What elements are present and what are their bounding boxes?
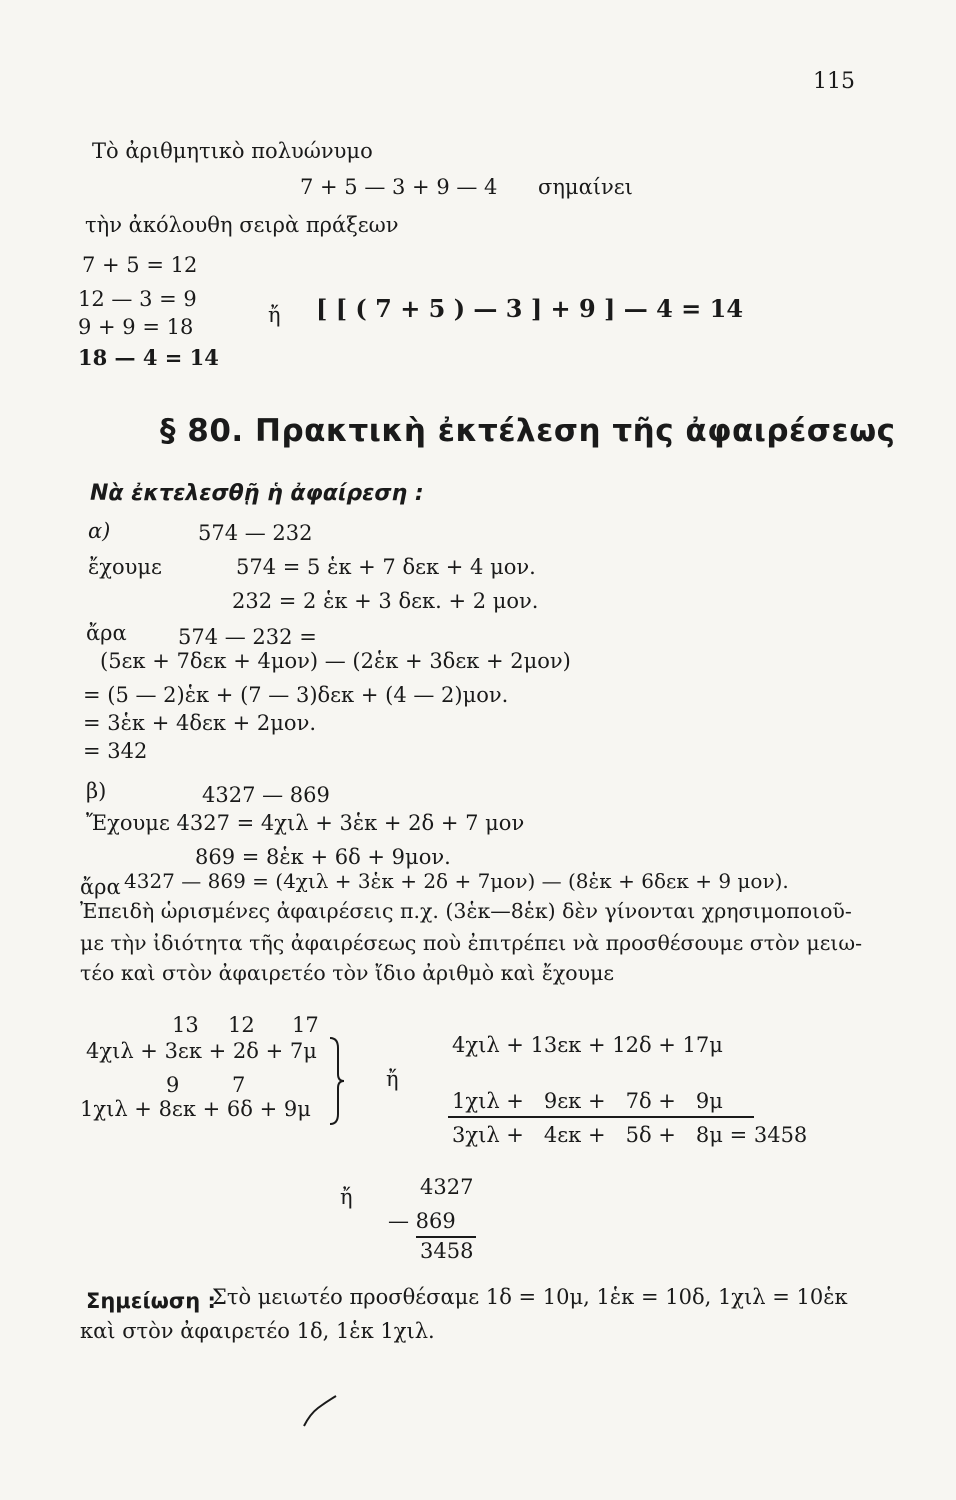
right-brace-icon (326, 1036, 346, 1126)
carry-12: 12 (228, 1013, 255, 1037)
carry-17: 17 (292, 1013, 319, 1037)
polynomial-means: σημαίνει (538, 175, 633, 199)
part-a-line-6: = 3ἑκ + 4δεκ + 2μον. (83, 711, 317, 735)
note-text-2: καὶ στὸν ἀφαιρετέο 1δ, 1ἑκ 1χιλ. (80, 1319, 435, 1343)
part-b-line-1: Ἔχουμε 4327 = 4χιλ + 3ἑκ + 2δ + 7 μον (86, 811, 525, 835)
polynomial-expression: 7 + 5 — 3 + 9 — 4 (300, 175, 498, 199)
note-label: Σημείωση : (86, 1289, 216, 1313)
part-a-therefore: ἄρα (86, 621, 127, 645)
vertical-or: ἤ (340, 1185, 353, 1209)
regroup-result-row-2: 1χιλ + 9εκ + 7δ + 9μ (452, 1089, 723, 1113)
subtraction-rule (448, 1116, 754, 1118)
order-text: τὴν ἀκόλουθη σειρὰ πράξεων (85, 213, 399, 237)
vertical-middle: — 869 (388, 1209, 456, 1233)
part-b-line-2: 869 = 8ἑκ + 6δ + 9μον. (195, 845, 451, 869)
part-b-line-5: με τὴν ἰδιότητα τῆς ἀφαιρέσεως ποὺ ἐπιτρέπει νὰ προσθέσουμε στὸν μειω- (80, 931, 862, 955)
part-a-line-7: = 342 (83, 739, 148, 763)
regroup-or: ἤ (386, 1067, 399, 1091)
carry-7: 7 (232, 1073, 246, 1097)
regroup-result-row-3: 3χιλ + 4εκ + 5δ + 8μ = 3458 (452, 1123, 808, 1147)
part-b-line-3: 4327 — 869 = (4χιλ + 3ἑκ + 2δ + 7μον) — (8ἑκ + 6δεκ + 9 μον). (124, 869, 789, 893)
regroup-row-2: 1χιλ + 8εκ + 6δ + 9μ (80, 1097, 311, 1121)
carry-13: 13 (172, 1013, 199, 1037)
page-number: 115 (813, 69, 855, 94)
regroup-result-row-1: 4χιλ + 13εκ + 12δ + 17μ (452, 1033, 723, 1057)
vertical-rule (416, 1236, 476, 1238)
part-a-label: α) (88, 519, 111, 543)
part-a-we-have: ἔχουμε (88, 555, 162, 579)
part-a-line-2: 232 = 2 ἑκ + 3 δεκ. + 2 μον. (232, 589, 539, 613)
part-b-label: β) (86, 779, 107, 803)
step-4: 18 — 4 = 14 (78, 345, 219, 370)
part-a-problem: 574 — 232 (198, 521, 313, 545)
part-a-line-5: = (5 — 2)ἑκ + (7 — 3)δεκ + (4 — 2)μον. (83, 683, 509, 707)
section-task: Νὰ ἐκτελεσθῇ ἡ ἀφαίρεση : (90, 481, 424, 506)
part-b-line-6: τέο καὶ στὸν ἀφαιρετέο τὸν ἴδιο ἀριθμὸ καὶ ἔχουμε (80, 961, 615, 985)
pen-mark-icon (300, 1392, 340, 1432)
carry-9: 9 (166, 1073, 180, 1097)
or-text: ἤ (268, 303, 281, 327)
polynomial-intro: Τὸ ἀριθμητικὸ πολυώνυμο (92, 139, 373, 163)
part-a-line-4: (5εκ + 7δεκ + 4μον) — (2ἑκ + 3δεκ + 2μον) (100, 649, 571, 673)
step-2: 12 — 3 = 9 (78, 287, 197, 311)
part-a-line-1: 574 = 5 ἑκ + 7 δεκ + 4 μον. (236, 555, 536, 579)
note-text-1: Στὸ μειωτέο προσθέσαμε 1δ = 10μ, 1ἑκ = 10δ, 1χιλ = 10ἑκ (212, 1285, 848, 1309)
vertical-top: 4327 (420, 1175, 474, 1199)
part-b-therefore: ἄρα (80, 875, 121, 899)
step-1: 7 + 5 = 12 (82, 253, 198, 277)
part-b-line-4: Ἐπειδὴ ὡρισμένες ἀφαιρέσεις π.χ. (3ἑκ—8ἑκ) δὲν γίνονται χρησιμοποιοῦ- (80, 899, 852, 923)
step-3: 9 + 9 = 18 (78, 315, 194, 339)
bracketed-expression: [ [ ( 7 + 5 ) — 3 ] + 9 ] — 4 = 14 (316, 294, 744, 323)
part-b-problem: 4327 — 869 (202, 783, 330, 807)
section-title: § 80. Πρακτικὴ ἐκτέλεση τῆς ἀφαιρέσεως (160, 413, 896, 449)
part-a-line-3: 574 — 232 = (178, 625, 317, 649)
regroup-row-1: 4χιλ + 3εκ + 2δ + 7μ (86, 1039, 317, 1063)
vertical-result: 3458 (420, 1239, 474, 1263)
